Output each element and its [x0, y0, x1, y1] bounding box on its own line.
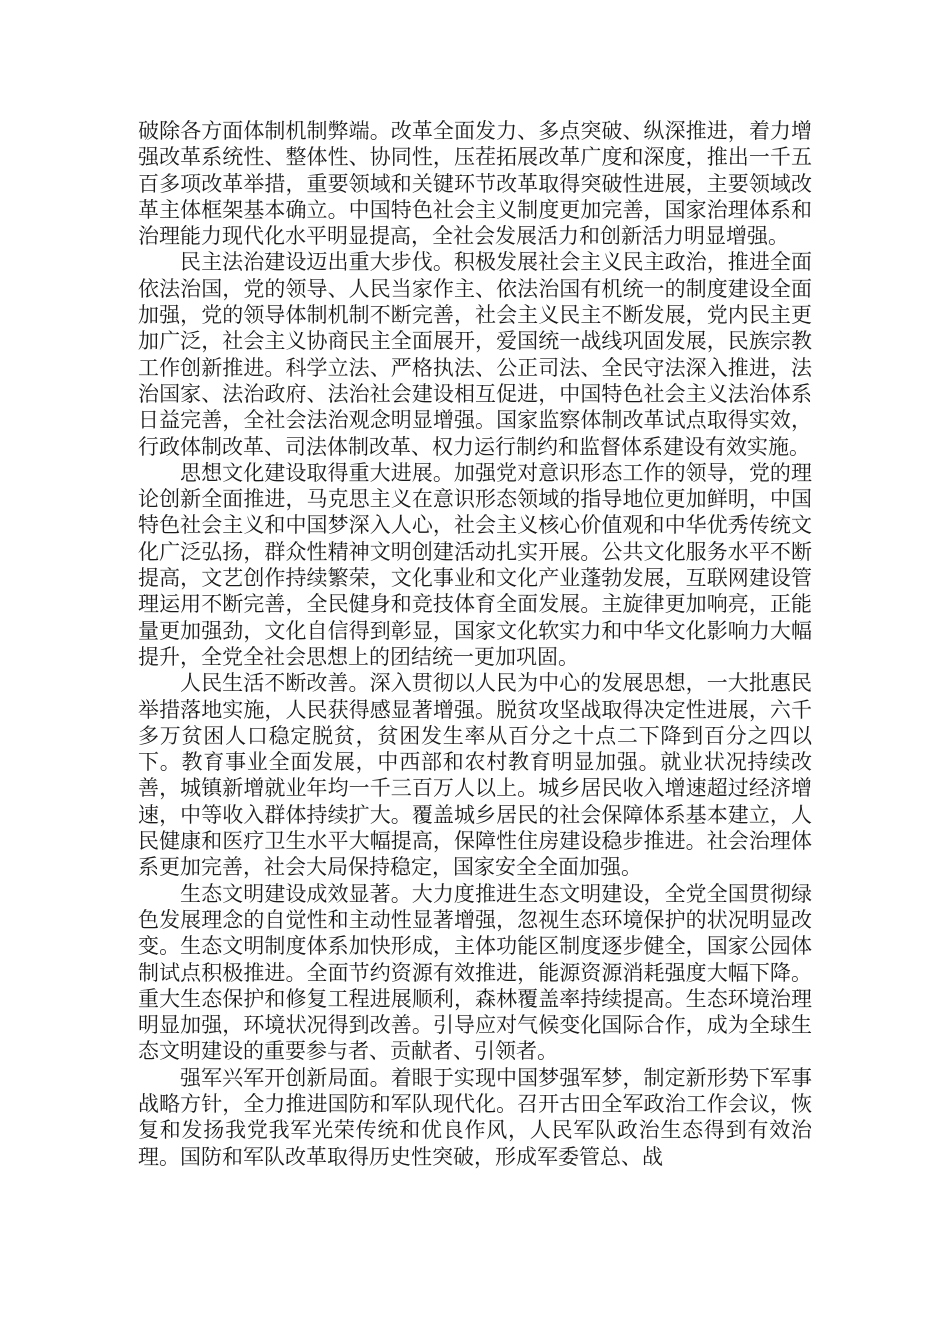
document-page — [138, 118, 812, 1170]
paragraph-democracy-rule-of-law: 民主法治建设迈出重大步伐。积极发展社会主义民主政治，推进全面依法治国，党的领导、人民当家作主、依法治国有机统一的制度建设全面加强，党的领导体制机制不断完善，社会主义民主不断发展，党内民主更加广泛，社会主义协商民主全面展开，爱国统一战线巩固发展，民族宗教工作创新推进。科学立法、严格执法、公正司法、全民守法深入推进，法治国家、法治政府、法治社会建设相互促进，中国特色社会主义法治体系日益完善，全社会法治观念明显增强。国家监察体制改革试点取得实效，行政体制改革、司法体制改革、权力运行制约和监督体系建设有效实施。 — [138, 250, 812, 459]
paragraph-reform-continued: 破除各方面体制机制弊端。改革全面发力、多点突破、纵深推进，着力增强改革系统性、整体性、协同性，压茬拓展改革广度和深度，推出一千五百多项改革举措，重要领域和关键环节改革取得突破性进展，主要领域改革主体框架基本确立。中国特色社会主义制度更加完善，国家治理体系和治理能力现代化水平明显提高，全社会发展活力和创新活力明显增强。 — [138, 119, 812, 249]
paragraph-ecological-civilization: 生态文明建设成效显著。大力度推进生态文明建设，全党全国贯彻绿色发展理念的自觉性和主动性显著增强，忽视生态环境保护的状况明显改变。生态文明制度体系加快形成，主体功能区制度逐步健全，国家公园体制试点积极推进。全面节约资源有效推进，能源资源消耗强度大幅下降。重大生态保护和修复工程进展顺利，森林覆盖率持续提高。生态环境治理明显加强，环境状况得到改善。引导应对气候变化国际合作，成为全球生态文明建设的重要参与者、贡献者、引领者。 — [138, 881, 812, 1064]
paragraph-people-livelihood: 人民生活不断改善。深入贯彻以人民为中心的发展思想，一大批惠民举措落地实施，人民获得感显著增强。脱贫攻坚战取得决定性进展，六千多万贫困人口稳定脱贫，贫困发生率从百分之十点二下降到百分之四以下。教育事业全面发展，中西部和农村教育明显加强。就业状况持续改善，城镇新增就业年均一千三百万人以上。城乡居民收入增速超过经济增速，中等收入群体持续扩大。覆盖城乡居民的社会保障体系基本建立，人民健康和医疗卫生水平大幅提高，保障性住房建设稳步推进。社会治理体系更加完善，社会大局保持稳定，国家安全全面加强。 — [138, 671, 812, 880]
paragraph-ideology-culture: 思想文化建设取得重大进展。加强党对意识形态工作的领导，党的理论创新全面推进，马克思主义在意识形态领域的指导地位更加鲜明，中国特色社会主义和中国梦深入人心，社会主义核心价值观和中华优秀传统文化广泛弘扬，群众性精神文明创建活动扎实开展。公共文化服务水平不断提高，文艺创作持续繁荣，文化事业和文化产业蓬勃发展，互联网建设管理运用不断完善，全民健身和竞技体育全面发展。主旋律更加响亮，正能量更加强劲，文化自信得到彰显，国家文化软实力和中华文化影响力大幅提升，全党全社会思想上的团结统一更加巩固。 — [138, 460, 812, 669]
paragraph-military-strengthening: 强军兴军开创新局面。着眼于实现中国梦强军梦，制定新形势下军事战略方针，全力推进国防和军队现代化。召开古田全军政治工作会议，恢复和发扬我党我军光荣传统和优良作风，人民军队政治生态得到有效治理。国防和军队改革取得历史性突破，形成军委管总、战 — [138, 1065, 812, 1169]
